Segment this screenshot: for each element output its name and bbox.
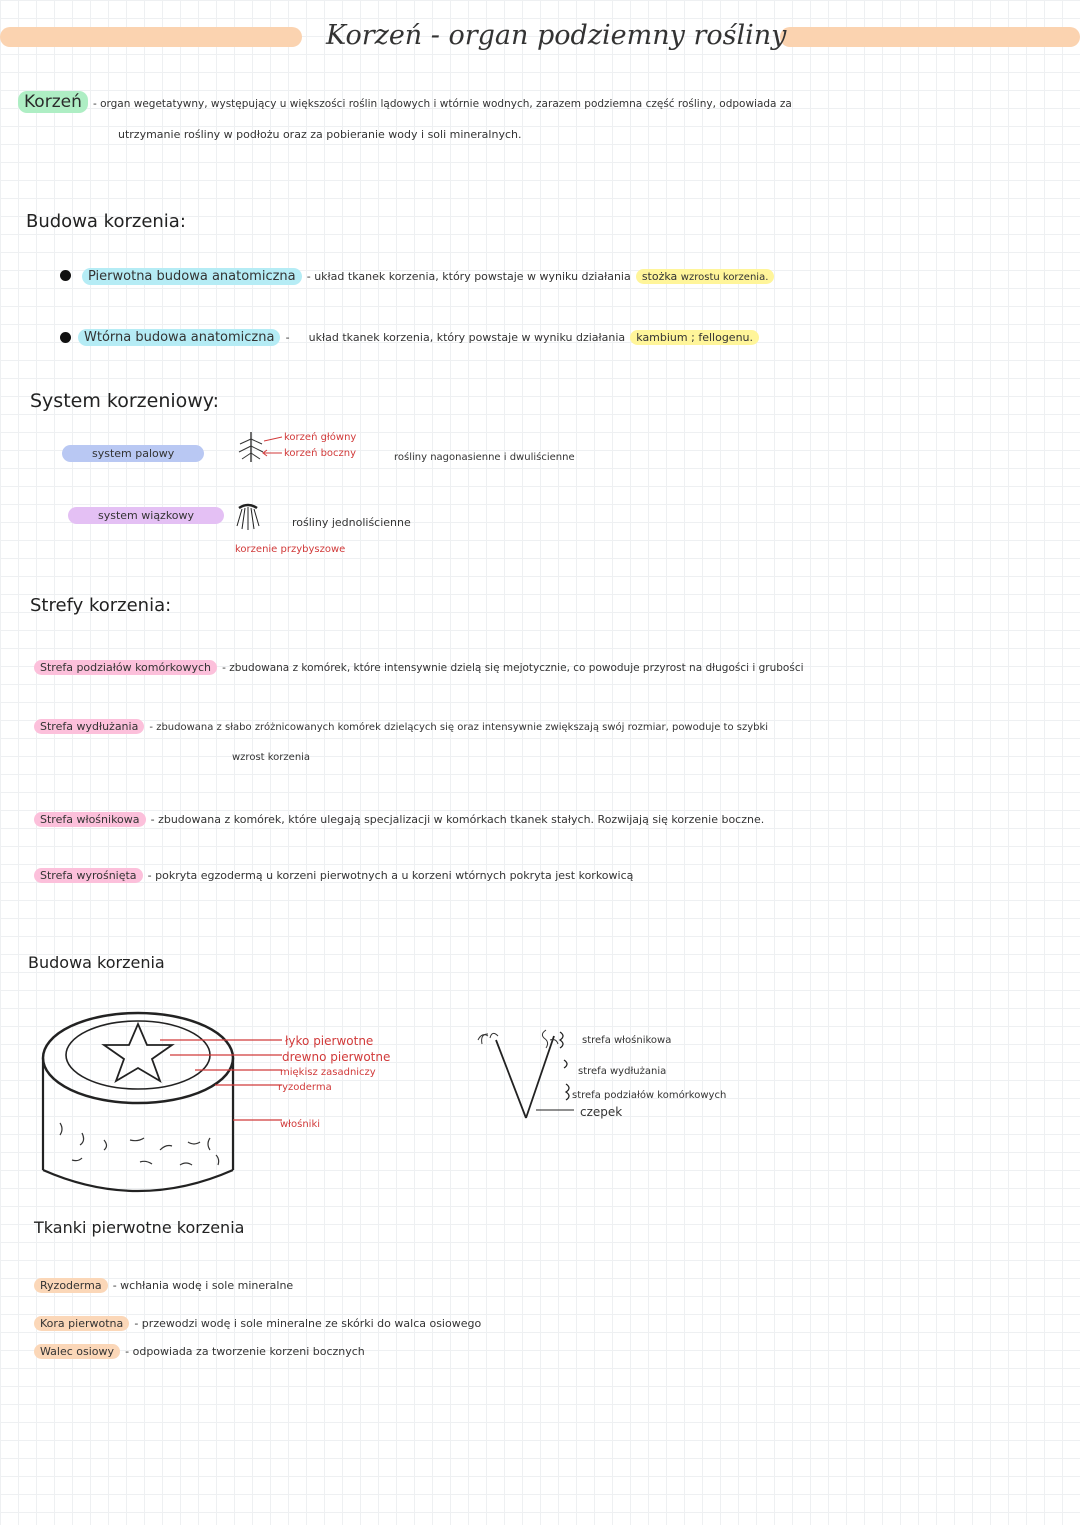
system-heading: System korzeniowy: — [30, 390, 220, 412]
secondary-dash: - — [285, 331, 290, 344]
label-root-hairs: włośniki — [280, 1119, 321, 1130]
primary-structure-term: Pierwotna budowa anatomiczna — [82, 268, 302, 285]
budowa-heading: Budowa korzenia: — [26, 211, 186, 232]
zone-row-1 — [34, 656, 804, 675]
diagram-heading: Budowa korzenia — [28, 953, 165, 972]
zone-name-3: Strefa włośnikowa — [34, 812, 146, 827]
tissue-desc-1: - wchłania wodę i sole mineralne — [112, 1279, 294, 1292]
system-wiazkowy-label: system wiązkowy — [68, 507, 224, 524]
bullet-secondary — [60, 332, 71, 343]
tissue-row-2 — [34, 1312, 481, 1331]
page-title: Korzeń - organ podziemny rośliny — [326, 20, 787, 51]
system-palowy-label: system palowy — [62, 445, 204, 462]
definition-line1 — [18, 92, 792, 112]
tkanki-heading: Tkanki pierwotne korzenia — [34, 1218, 245, 1237]
zone-label-elongation: strefa wydłużania — [578, 1066, 667, 1077]
zone-row-4 — [34, 864, 633, 883]
zone-row-2 — [34, 715, 768, 734]
definition-line2: utrzymanie rośliny w podłożu oraz za pobieranie wody i soli mineralnych. — [118, 128, 522, 141]
lateral-root-label: korzeń boczny — [284, 448, 357, 459]
label-phloem: łyko pierwotne — [285, 1034, 374, 1048]
kambium-word: kambium — [636, 331, 688, 344]
zone-name-4: Strefa wyrośnięta — [34, 868, 143, 883]
zone-name-1: Strefa podziałów komórkowych — [34, 660, 217, 675]
primary-structure-row — [82, 265, 774, 284]
primary-highlight — [636, 269, 775, 284]
primary-highlight-word: stożka — [641, 270, 678, 283]
zone-label-division: strefa podziałów komórkowych — [572, 1090, 727, 1101]
zone-desc-4: - pokryta egzodermą u korzeni pierwotnych a u korzeni wtórnych pokryta jest korkowicą — [147, 869, 634, 882]
title-bar-left — [0, 27, 302, 47]
main-root-label: korzeń główny — [284, 432, 357, 443]
zone-row-3 — [34, 808, 764, 827]
label-xylem: drewno pierwotne — [282, 1050, 391, 1064]
secondary-structure-text: układ tkanek korzenia, który powstaje w wyniku działania — [308, 331, 626, 344]
strefy-heading: Strefy korzenia: — [30, 595, 172, 616]
fibrous-root-icon — [234, 502, 262, 532]
secondary-structure-term: Wtórna budowa anatomiczna — [78, 329, 280, 346]
title-bar-right — [780, 27, 1080, 47]
bullet-primary — [60, 270, 71, 281]
tissue-row-3 — [34, 1340, 365, 1359]
definition-term: Korzeń — [18, 91, 88, 113]
tissue-name-2: Kora pierwotna — [34, 1316, 129, 1331]
root-zones-drawing — [476, 1026, 586, 1122]
tissue-desc-3: - odpowiada za tworzenie korzeni bocznych — [125, 1345, 365, 1358]
fellogen-word: fellogenu. — [698, 331, 754, 344]
root-cross-section-drawing — [20, 1000, 290, 1200]
definition-text-1: - organ wegetatywny, występujący u większości roślin lądowych i wtórnie wodnych, zarazem podziemna część rośliny, odpowiada za — [92, 98, 792, 110]
tissue-desc-2: - przewodzi wodę i sole mineralne ze skórki do walca osiowego — [134, 1317, 482, 1330]
taproot-arrows-icon — [258, 433, 284, 459]
secondary-structure-row — [78, 326, 759, 345]
zone-desc-2-cont: wzrost korzenia — [232, 752, 311, 763]
secondary-highlight — [630, 330, 759, 345]
label-parenchyma: miękisz zasadniczy — [280, 1067, 376, 1078]
tissue-row-1 — [34, 1274, 293, 1293]
zone-desc-2: - zbudowana z słabo zróżnicowanych komórek dzielących się oraz intensywnie zwiększają swój rozmiar, powoduje to szybki — [149, 722, 769, 733]
tissue-name-1: Ryzoderma — [34, 1278, 108, 1293]
zone-desc-1: - zbudowana z komórek, które intensywnie dzielą się mejotycznie, co powoduje przyrost na długości i grubości — [222, 662, 804, 674]
zone-name-2: Strefa wydłużania — [34, 719, 144, 734]
primary-highlight-tail: wzrostu korzenia. — [680, 272, 769, 283]
primary-structure-text: - układ tkanek korzenia, który powstaje w wyniku działania — [306, 270, 631, 283]
kambium-sep: ; — [691, 331, 695, 344]
adventitious-roots-label: korzenie przybyszowe — [235, 544, 346, 555]
zone-label-hair: strefa włośnikowa — [582, 1035, 672, 1046]
zone-desc-3: - zbudowana z komórek, które ulegają specjalizacji w komórkach tkanek stałych. Rozwijają się korzenie boczne. — [150, 813, 765, 826]
label-rhizoderm: ryzoderma — [278, 1082, 332, 1093]
system-wiazkowy-text: rośliny jednoliścienne — [292, 516, 411, 529]
zone-label-root-cap: czepek — [580, 1105, 623, 1119]
system-palowy-text: rośliny nagonasienne i dwuliścienne — [394, 452, 575, 463]
tissue-name-3: Walec osiowy — [34, 1344, 120, 1359]
